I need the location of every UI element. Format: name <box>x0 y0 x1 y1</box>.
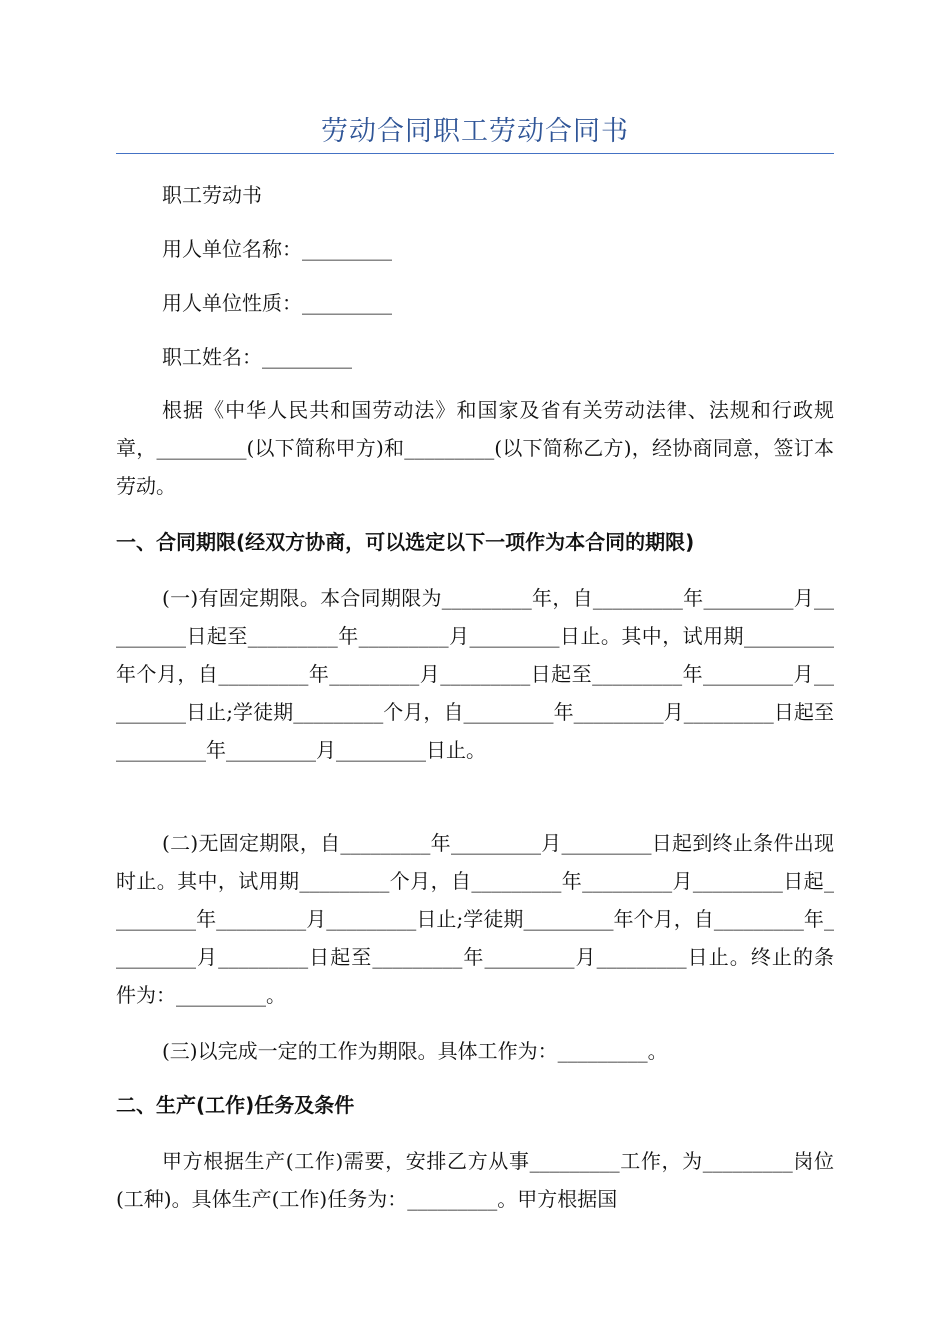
paragraph-employer-name: 用人单位名称：_________ <box>162 237 392 261</box>
paragraph-open-term: (二)无固定期限，自_________年_________月_________日起到终止条件出现时止。其中，试用期_________个月，自_________年_________月_________日起_________年_________月_________日止;学徒期_________年个月，自_________年_________月_________日起至_________年_________月_________日止。终止的条件为：_________。 <box>116 831 834 1007</box>
title-underline <box>116 153 834 154</box>
section-heading-contract-term: 一、合同期限(经双方协商，可以选定以下一项作为本合同的期限) <box>116 530 695 554</box>
paragraph-header: 职工劳动书 <box>162 183 262 207</box>
paragraph-employer-nature: 用人单位性质：_________ <box>162 291 392 315</box>
section-heading-work-tasks: 二、生产(工作)任务及条件 <box>116 1093 355 1117</box>
paragraph-work-assignment: 甲方根据生产(工作)需要，安排乙方从事_________工作，为_________岗位(工种)。具体生产(工作)任务为：_________。甲方根据国 <box>116 1149 834 1211</box>
paragraph-preamble: 根据《中华人民共和国劳动法》和国家及省有关劳动法律、法规和行政规章，_________(以下简称甲方)和_________(以下简称乙方)，经协商同意，签订本劳动。 <box>116 398 834 498</box>
document-title: 劳动合同职工劳动合同书 <box>321 116 629 147</box>
paragraph-fixed-term: (一)有固定期限。本合同期限为_________年，自_________年_________月_________日起至_________年_________月_________日止。其中，试用期_________年个月，自_________年_________月_________日起至_________年_________月_________日止;学徒期_________个月，自_________年_________月_________日起至_________年_________月_________日止。 <box>116 586 834 762</box>
paragraph-task-term: (三)以完成一定的工作为期限。具体工作为：_________。 <box>162 1039 668 1063</box>
paragraph-employee-name: 职工姓名：_________ <box>162 345 352 369</box>
